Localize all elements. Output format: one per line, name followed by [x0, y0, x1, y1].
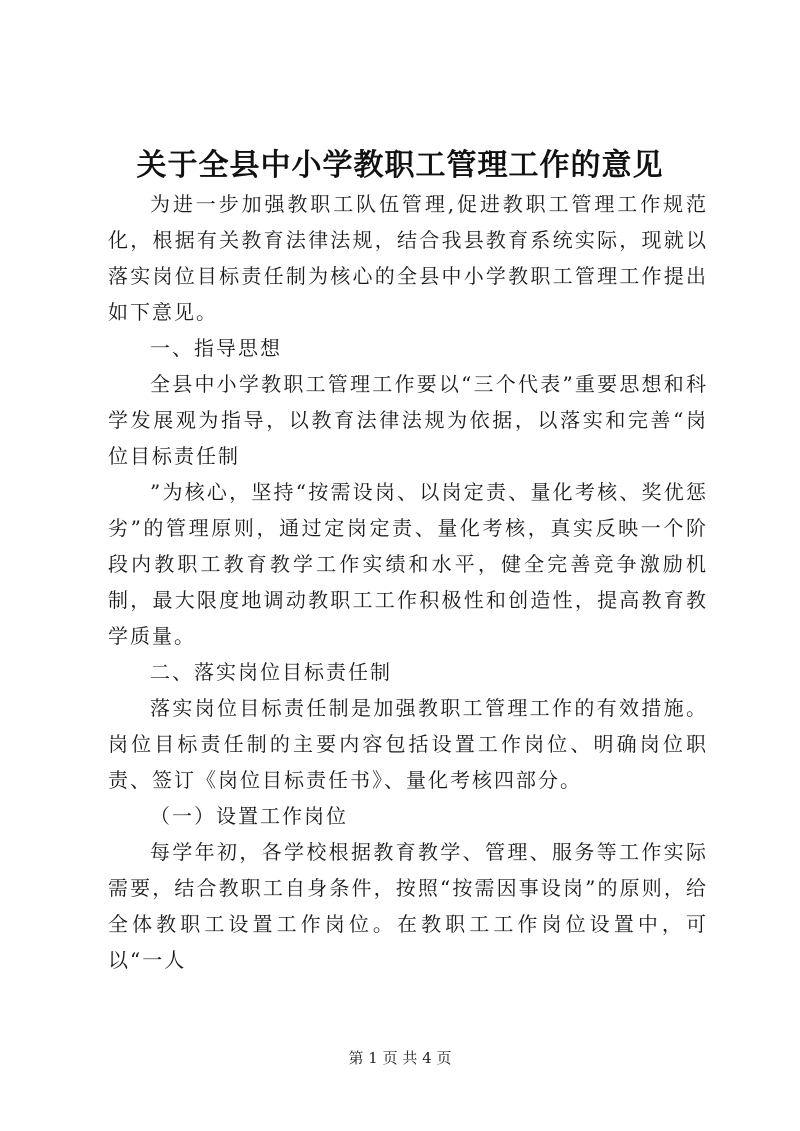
document-title: 关于全县中小学教职工管理工作的意见 [136, 148, 664, 183]
section-heading-guiding-thought: 一、指导思想 [150, 336, 282, 360]
paragraph-intro: 为进一步加强教职工队伍管理,促进教职工管理工作规范化，根据有关教育法律法规，结合我县教育系统实际，现就以落实岗位目标责任制为核心的全县中小学教职工管理工作提出如下意见。 [108, 192, 708, 324]
document-body [108, 186, 708, 978]
paragraph-responsibility: 落实岗位目标责任制是加强教职工管理工作的有效措施。岗位目标责任制的主要内容包括设置工作岗位、明确岗位职责、签订《岗位目标责任书》、量化考核四部分。 [108, 696, 708, 792]
paragraph-guiding-thought-cont: ”为核心，坚持“按需设岗、以岗定责、量化考核、奖优惩劣”的管理原则，通过定岗定责、量化考核，真实反映一个阶段内教职工教育教学工作实绩和水平，健全完善竞争激励机制，最大限度地调动教职工工作积极性和创造性，提高教育教学质量。 [108, 480, 708, 648]
section-heading-responsibility: 二、落实岗位目标责任制 [150, 660, 392, 684]
paragraph-positions: 每学年初，各学校根据教育教学、管理、服务等工作实际需要，结合教职工自身条件，按照“按需因事设岗”的原则，给全体教职工设置工作岗位。在教职工工作岗位设置中，可以“一人 [108, 840, 708, 972]
page-footer: 第 1 页 共 4 页 [348, 1049, 452, 1067]
paragraph-guiding-thought: 全县中小学教职工管理工作要以“三个代表”重要思想和科学发展观为指导，以教育法律法规为依据，以落实和完善“岗位目标责任制 [108, 372, 708, 468]
subsection-heading-positions: （一）设置工作岗位 [150, 804, 348, 828]
